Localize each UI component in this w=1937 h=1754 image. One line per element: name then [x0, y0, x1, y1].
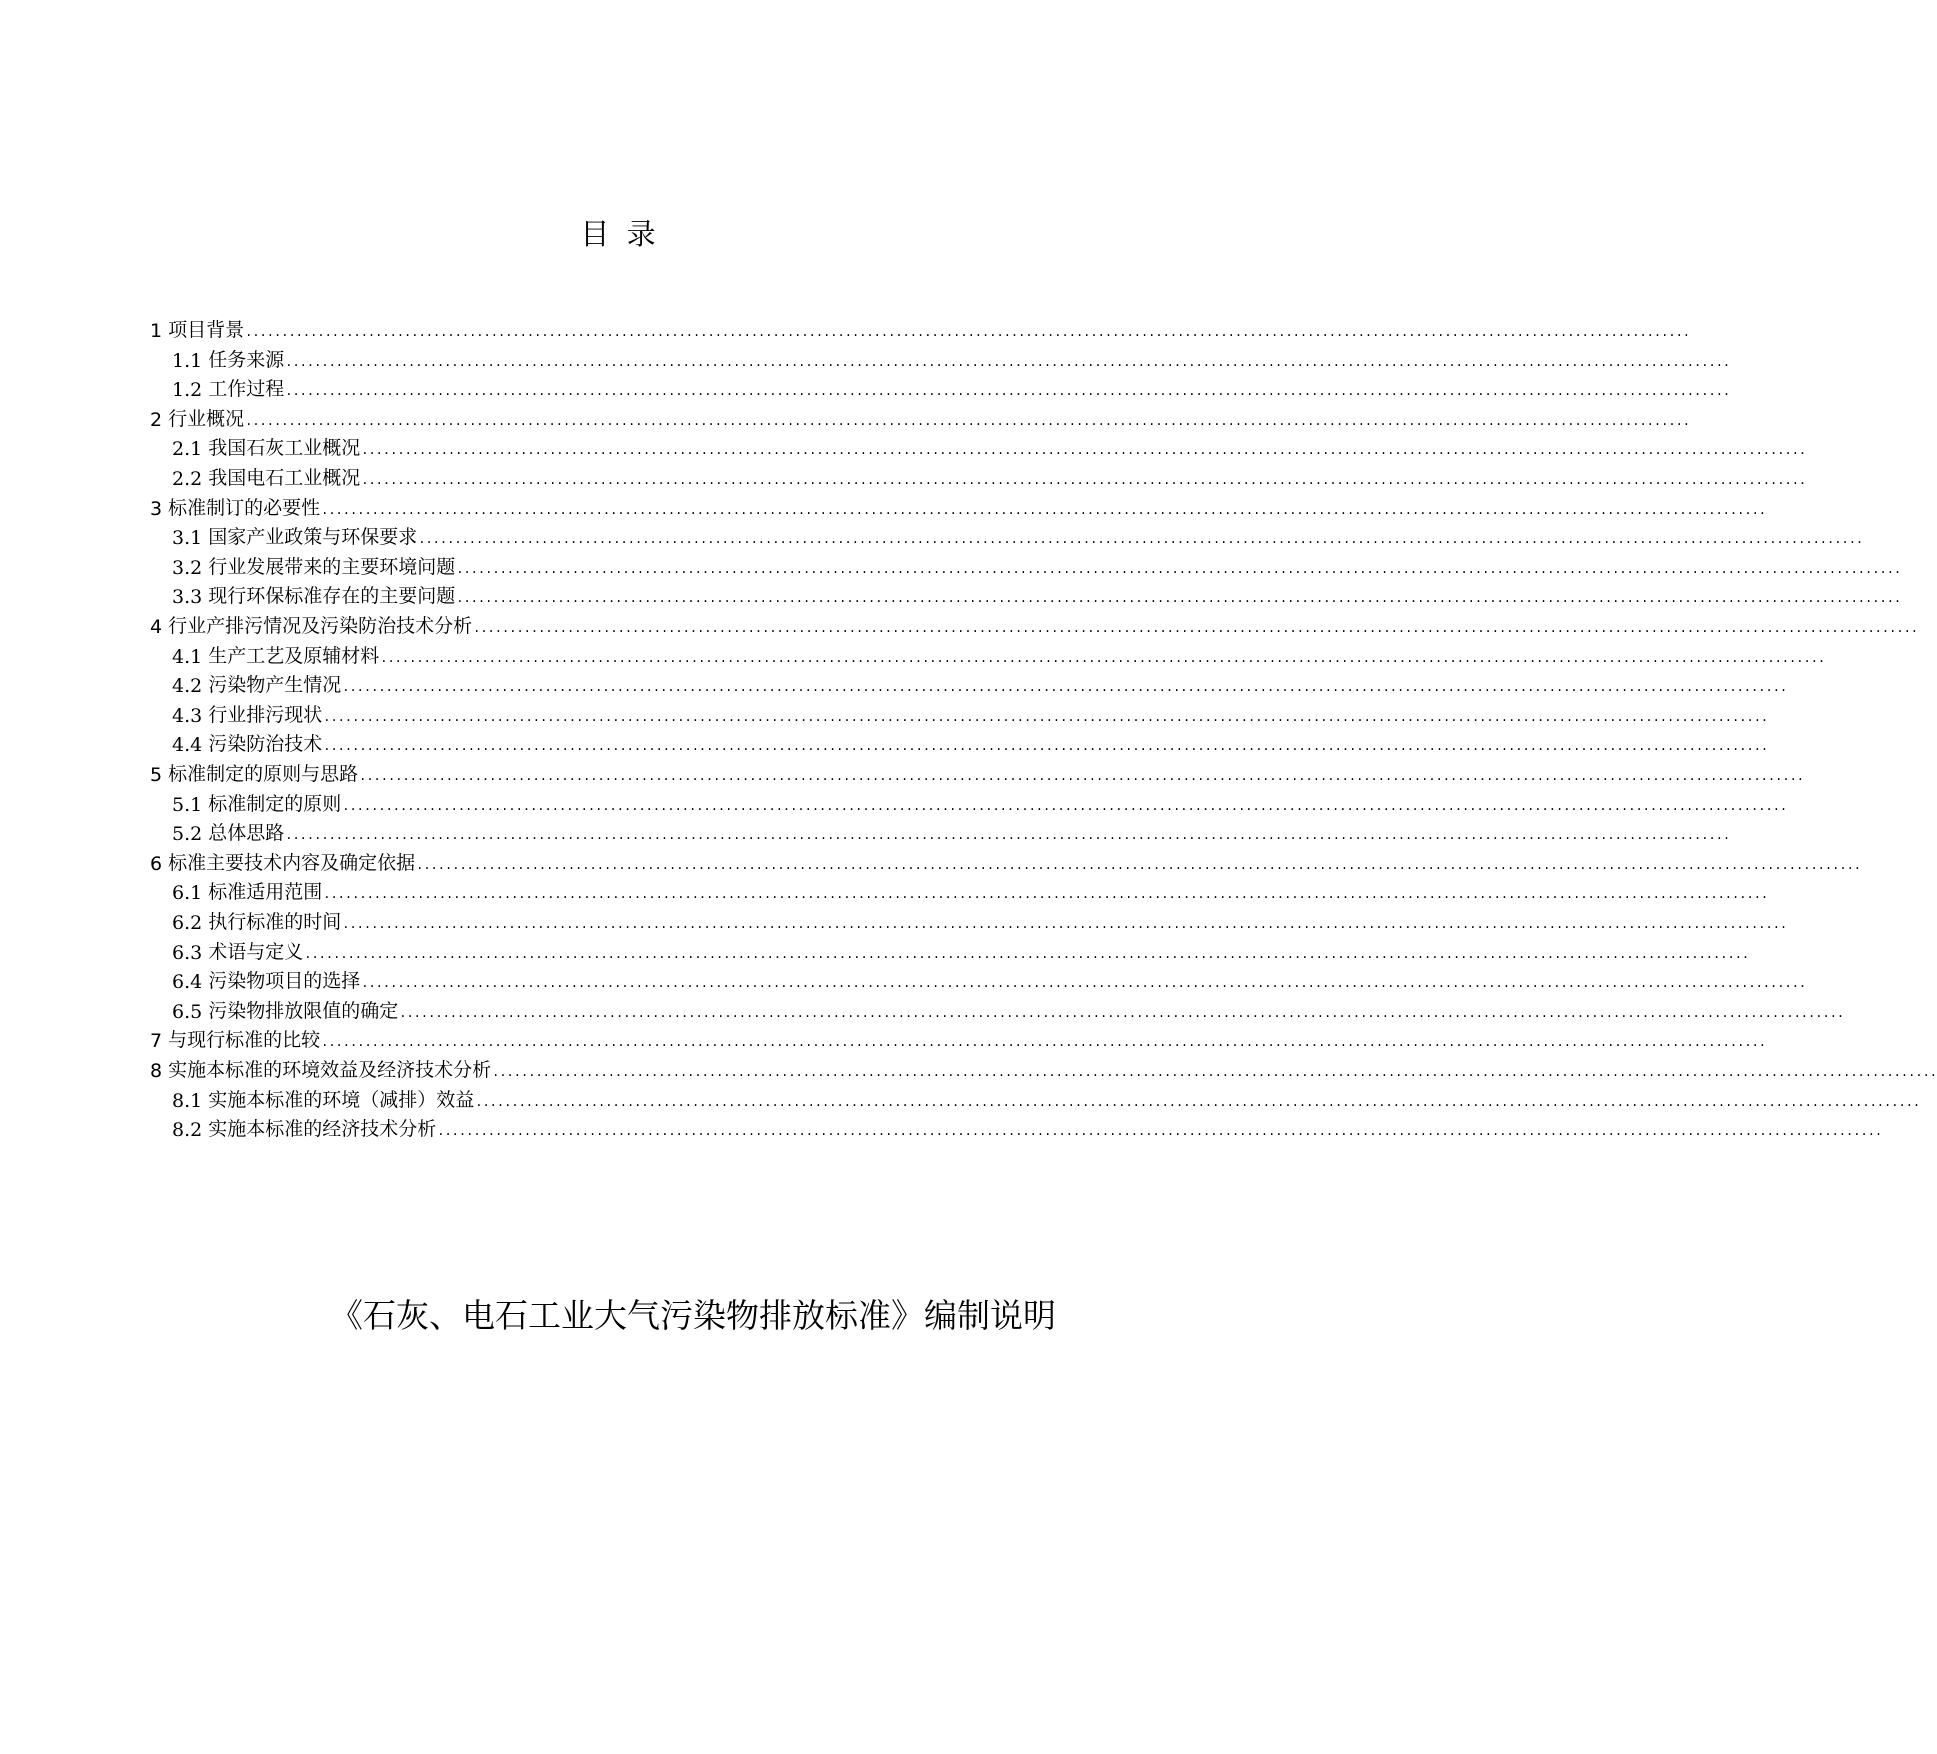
- toc-entry-number: 4.3: [172, 704, 203, 727]
- toc-entry-label: 污染防治技术: [208, 733, 323, 756]
- toc-entry-label: 行业排污现状: [208, 703, 323, 726]
- toc-entry-label: 执行标准的时间: [208, 911, 342, 933]
- toc-entry[interactable]: [150, 699, 1769, 727]
- toc-entry-number: 2.1: [172, 438, 203, 461]
- toc-entry-label: 污染物产生情况: [208, 674, 342, 697]
- toc-entry[interactable]: [150, 373, 1731, 402]
- dot-leader: ........................................................................................................................................................................................................: [456, 561, 1902, 576]
- toc-entry-label: 实施本标准的经济技术分析: [208, 1118, 437, 1141]
- toc-entry-number: 4: [150, 616, 163, 638]
- toc-entry[interactable]: [150, 995, 1845, 1023]
- toc-entry-label: 工作过程: [208, 378, 285, 401]
- dot-leader: ........................................................................................................................................................................................................: [473, 621, 1919, 635]
- dot-leader: ........................................................................................................................................................................................................: [323, 887, 1769, 902]
- toc-entry[interactable]: [150, 1113, 1883, 1142]
- dot-leader: ........................................................................................................................................................................................................: [285, 384, 1731, 399]
- dot-leader: ........................................................................................................................................................................................................: [361, 976, 1807, 991]
- toc-entry[interactable]: [150, 965, 1807, 994]
- toc-entry[interactable]: [150, 551, 1902, 579]
- toc-entry-number: 1.1: [172, 349, 203, 372]
- dot-leader: ........................................................................................................................................................................................................: [399, 1005, 1845, 1020]
- toc-entry-number: 5.2: [172, 823, 203, 846]
- toc-entry[interactable]: [150, 788, 1788, 816]
- toc-entry-number: 8.2: [172, 1119, 203, 1142]
- dot-leader: ........................................................................................................................................................................................................: [342, 917, 1788, 931]
- toc-entry-number: 6.4: [172, 971, 203, 994]
- dot-leader: ........................................................................................................................................................................................................: [323, 739, 1769, 754]
- toc-entry-number: 2.2: [172, 468, 203, 490]
- dot-leader: ........................................................................................................................................................................................................: [437, 1124, 1883, 1139]
- dot-leader: ........................................................................................................................................................................................................: [245, 413, 1691, 428]
- toc-entry-label: 总体思路: [208, 822, 285, 845]
- toc-entry-number: 8: [150, 1060, 163, 1082]
- toc-entry-label: 标准制定的原则与思路: [168, 763, 359, 785]
- toc-entry-label: 术语与定义: [208, 940, 304, 963]
- toc-entry[interactable]: [150, 847, 1862, 875]
- toc-entry-number: 6: [150, 852, 163, 875]
- dot-leader: ........................................................................................................................................................................................................: [492, 1065, 1937, 1079]
- toc-entry-label: 与现行标准的比较: [168, 1029, 321, 1052]
- toc-entry-number: 3.3: [172, 586, 203, 609]
- toc-entry[interactable]: [150, 1054, 1937, 1082]
- dot-leader: ........................................................................................................................................................................................................: [285, 354, 1731, 369]
- toc-entry[interactable]: [150, 344, 1731, 372]
- toc-entry-label: 标准制定的原则: [208, 792, 342, 815]
- toc-entry-number: 4.2: [172, 675, 203, 698]
- dot-leader: ........................................................................................................................................................................................................: [416, 857, 1862, 872]
- toc-entry-label: 现行环保标准存在的主要问题: [208, 585, 456, 608]
- toc-entry[interactable]: [150, 521, 1864, 550]
- toc-entry-number: 5: [150, 764, 163, 786]
- toc-entry[interactable]: [150, 758, 1805, 786]
- toc-entry-label: 项目背景: [168, 319, 245, 341]
- toc-entry[interactable]: [150, 492, 1767, 520]
- toc-entry[interactable]: [150, 640, 1826, 668]
- dot-leader: ........................................................................................................................................................................................................: [323, 709, 1769, 724]
- toc-entry-number: 4.4: [172, 734, 203, 757]
- dot-leader: ........................................................................................................................................................................................................: [245, 325, 1691, 339]
- toc-entry-label: 任务来源: [208, 348, 285, 371]
- toc-entry-number: 1.2: [172, 379, 203, 402]
- dot-leader: ........................................................................................................................................................................................................: [418, 532, 1864, 547]
- toc-entry-label: 实施本标准的环境效益及经济技术分析: [168, 1059, 492, 1081]
- toc-entry[interactable]: [150, 906, 1788, 934]
- toc-entry-label: 行业概况: [168, 407, 245, 430]
- toc-entry[interactable]: [150, 936, 1750, 964]
- toc-entry-number: 1: [150, 320, 163, 342]
- toc-entry-number: 4.1: [172, 645, 203, 668]
- toc-entry-number: 3.1: [172, 527, 203, 550]
- toc-entry-number: 6.1: [172, 882, 203, 905]
- document-title: 《石灰、电石工业大气污染物排放标准》编制说明: [330, 1296, 1056, 1335]
- toc-entry-number: 7: [150, 1030, 163, 1053]
- toc-title: 目 录: [580, 217, 660, 251]
- toc-entry[interactable]: [150, 314, 1691, 342]
- dot-leader: ........................................................................................................................................................................................................: [321, 502, 1767, 517]
- toc-entry-label: 标准制订的必要性: [168, 496, 321, 519]
- toc-entry[interactable]: [150, 462, 1807, 490]
- toc-entry-number: 5.1: [172, 793, 203, 816]
- toc-entry[interactable]: [150, 1024, 1767, 1053]
- dot-leader: ........................................................................................................................................................................................................: [475, 1094, 1921, 1109]
- toc-entry-label: 我国石灰工业概况: [208, 437, 361, 460]
- toc-entry-label: 行业产排污情况及污染防治技术分析: [168, 615, 473, 637]
- toc-entry[interactable]: [150, 817, 1731, 846]
- toc-entry[interactable]: [150, 876, 1769, 905]
- toc-entry-label: 标准适用范围: [208, 881, 323, 904]
- dot-leader: ........................................................................................................................................................................................................: [361, 443, 1807, 458]
- toc-entry-number: 3.2: [172, 556, 203, 579]
- toc-entry-label: 行业发展带来的主要环境问题: [208, 555, 456, 578]
- toc-entry[interactable]: [150, 1084, 1921, 1112]
- toc-entry[interactable]: [150, 403, 1691, 431]
- toc-entry-number: 3: [150, 497, 163, 520]
- toc-entry-number: 6.5: [172, 1000, 203, 1023]
- toc-entry[interactable]: [150, 669, 1788, 698]
- toc-entry[interactable]: [150, 580, 1902, 609]
- dot-leader: ........................................................................................................................................................................................................: [380, 650, 1826, 665]
- toc-entry-number: 6.2: [172, 912, 203, 934]
- toc-entry-label: 生产工艺及原辅材料: [208, 644, 380, 667]
- toc-entry-label: 国家产业政策与环保要求: [208, 526, 418, 549]
- toc-entry[interactable]: [150, 432, 1807, 461]
- toc-entry-label: 污染物排放限值的确定: [208, 999, 399, 1022]
- toc-entry-label: 污染物项目的选择: [208, 970, 361, 993]
- dot-leader: ........................................................................................................................................................................................................: [359, 769, 1805, 783]
- dot-leader: ........................................................................................................................................................................................................: [456, 591, 1902, 606]
- toc-entry-number: 6.3: [172, 941, 203, 964]
- dot-leader: ........................................................................................................................................................................................................: [304, 946, 1750, 961]
- toc-entry-label: 实施本标准的环境（减排）效益: [208, 1088, 475, 1111]
- dot-leader: ........................................................................................................................................................................................................: [361, 473, 1807, 487]
- dot-leader: ........................................................................................................................................................................................................: [321, 1035, 1767, 1050]
- toc-entry-number: 8.1: [172, 1089, 203, 1112]
- toc-entry-label: 我国电石工业概况: [208, 467, 361, 489]
- dot-leader: ........................................................................................................................................................................................................: [342, 680, 1788, 695]
- toc-entry[interactable]: [150, 610, 1919, 638]
- toc-entry[interactable]: [150, 728, 1769, 757]
- dot-leader: ........................................................................................................................................................................................................: [285, 828, 1731, 843]
- toc-entry-label: 标准主要技术内容及确定依据: [168, 851, 416, 874]
- toc-entry-number: 2: [150, 408, 163, 431]
- dot-leader: ........................................................................................................................................................................................................: [342, 798, 1788, 813]
